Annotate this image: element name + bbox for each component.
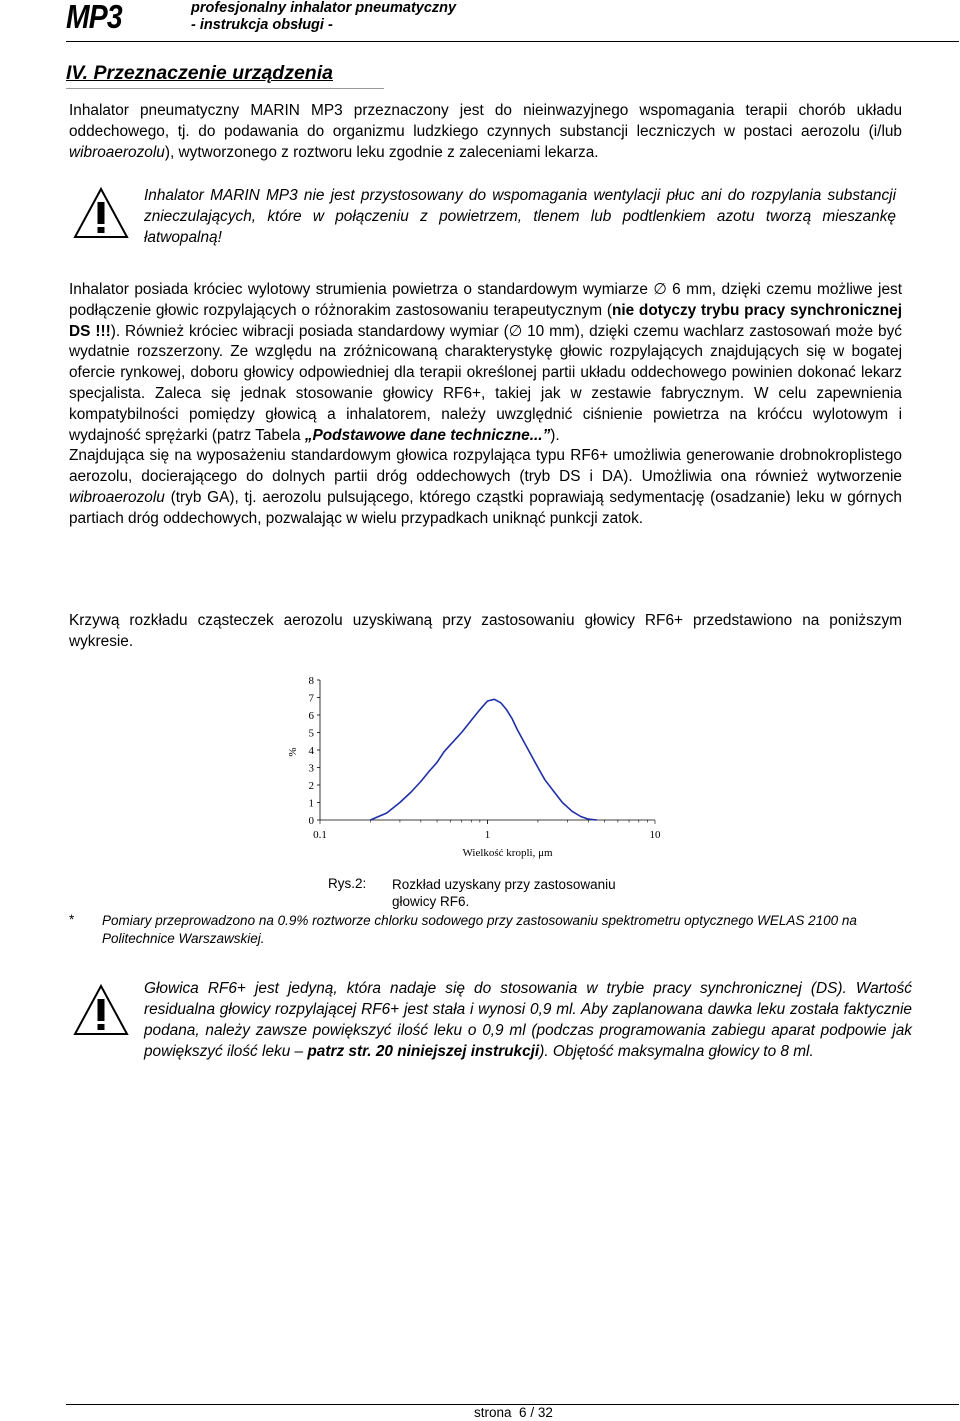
section-title: IV. Przeznaczenie urządzenia <box>66 62 333 84</box>
header-rule <box>66 41 959 42</box>
logo-mp3: MP3 <box>66 0 122 35</box>
footnote-marker: * <box>69 912 75 927</box>
warning-text-1: Inhalator MARIN MP3 nie jest przystosowany do wspomagania wentylacji płuc ani do rozpylania substancji znieczulających, które w połączeniu z powietrzem, tlenem lub podtlenkiem azotu tworzą mieszankę łatwopalną! <box>144 187 896 246</box>
subtitle-line-1: profesjonalny inhalator pneumatyczny <box>191 0 457 16</box>
y-tick-label: 8 <box>308 675 314 687</box>
y-axis-label: % <box>287 747 299 757</box>
footnote-text: Pomiary przeprowadzono na 0.9% roztworze chlorku sodowego przy zastosowaniu spektrometru optycznego WELAS 2100 na Politechnice Warszawskiej. <box>102 913 857 946</box>
header-subtitle <box>191 0 456 34</box>
page-header <box>0 0 960 44</box>
y-tick-label: 6 <box>308 710 314 722</box>
body-paragraph: Inhalator posiada króciec wylotowy strumienia powietrza o standardowym wymiarze ∅ 6 mm, dzięki czemu możliwe jest podłączenie głowic rozpylających o różnorakim zastosowaniu terapeutycznym (nie dotyczy trybu pracy synchronicznej DS !!!). Również króciec wibracji posiada standardowy wymiar (∅ 10 mm), dzięki czemu wachlarz zastosowań może być wydatnie rozszerzony. Ze względu na zróżnicowaną charakterystykę głowic rozpylających znajdujących się w bogatej ofercie rynkowej, doboru głowicy odpowiedniej dla terapii określonej partii układu oddechowego powinien dokonać lekarz specjalista. Zaleca się jednak stosowanie głowicy RF6+, takiej jak w zestawie fabrycznym. W celu zapewnienia kompatybilności pomiędzy głowicą a inhalatorem, należy uwzględnić ciśnienie powietrza na króćcu wylotowym i wydajność sprężarki (patrz Tabela „Podstawowe dane techniczne...”). Znajdująca się na wyposażeniu standardowym głowica rozpylająca typu RF6+ umożliwia generowanie drobnokroplistego aerozolu, docierającego do dolnych partii dróg oddechowych (tryb DS i DA). Umożliwia ona również wytworzenie wibroaerozolu (tryb GA), tj. aerozolu pulsującego, którego cząstki poprawiają sedymentację (osadzanie) leku w górnych partiach dróg oddechowych, pozwalając w wielu przypadkach uniknąć punkcji zatok. <box>69 281 902 527</box>
diameter-symbol: ∅ <box>508 322 523 340</box>
y-tick-label: 3 <box>308 762 314 775</box>
diameter-symbol: ∅ <box>653 281 667 298</box>
warning-icon <box>73 185 129 241</box>
x-tick-label: 1 <box>484 829 491 841</box>
x-tick-label: 0.1 <box>313 829 327 841</box>
figure-caption: Rozkład uzyskany przy zastosowaniu głowicy RF6. <box>392 877 616 909</box>
y-tick-label: 7 <box>308 692 314 705</box>
warning-text-2: Głowica RF6+ jest jedyną, która nadaje się do stosowania w trybie pracy synchronicznej (DS). Wartość residualna głowicy rozpylającej RF6+ jest stała i wynosi 0,9 ml. Aby zaplanowana dawka leku została faktycznie podana, należy zawsze powiększyć ilość leku o 0,9 ml (podczas programowania zabiegu aparat podpowie jak powiększyć ilość leku – patrz str. 20 niniejszej instrukcji). Objętość maksymalna głowicy to 8 ml. <box>144 980 912 1060</box>
intro-paragraph: Inhalator pneumatyczny MARIN MP3 przeznaczony jest do nieinwazyjnego wspomagania terapii chorób układu oddechowego, tj. do podawania do organizmu ludzkiego czynnych substancji leczniczych w postaci aerozolu (i/lub wibroaerozolu), wytworzonego z roztworu leku zgodnie z zaleceniami lekarza. <box>69 102 902 161</box>
page-number: strona 6 / 32 <box>474 1405 553 1420</box>
table-reference: „Podstawowe dane techniczne...” <box>304 426 551 444</box>
title-underline <box>66 88 384 89</box>
x-axis-label: Wielkość kropli, μm <box>462 847 553 859</box>
y-tick-label: 2 <box>308 780 314 792</box>
y-tick-label: 1 <box>308 797 314 810</box>
y-tick-label: 0 <box>308 815 314 827</box>
x-tick-label: 10 <box>649 829 661 841</box>
warning-icon <box>73 982 129 1038</box>
subtitle-line-2: - instrukcja obsługi - <box>191 17 333 33</box>
distribution-curve <box>370 699 597 820</box>
droplet-size-chart <box>270 665 690 865</box>
y-tick-label: 4 <box>308 745 314 757</box>
y-tick-label: 5 <box>308 727 314 740</box>
chart-intro-paragraph: Krzywą rozkładu cząsteczek aerozolu uzyskiwaną przy zastosowaniu głowicy RF6+ przedstawiono na poniższym wykresie. <box>69 612 902 650</box>
figure-number: Rys.2: <box>328 876 367 891</box>
